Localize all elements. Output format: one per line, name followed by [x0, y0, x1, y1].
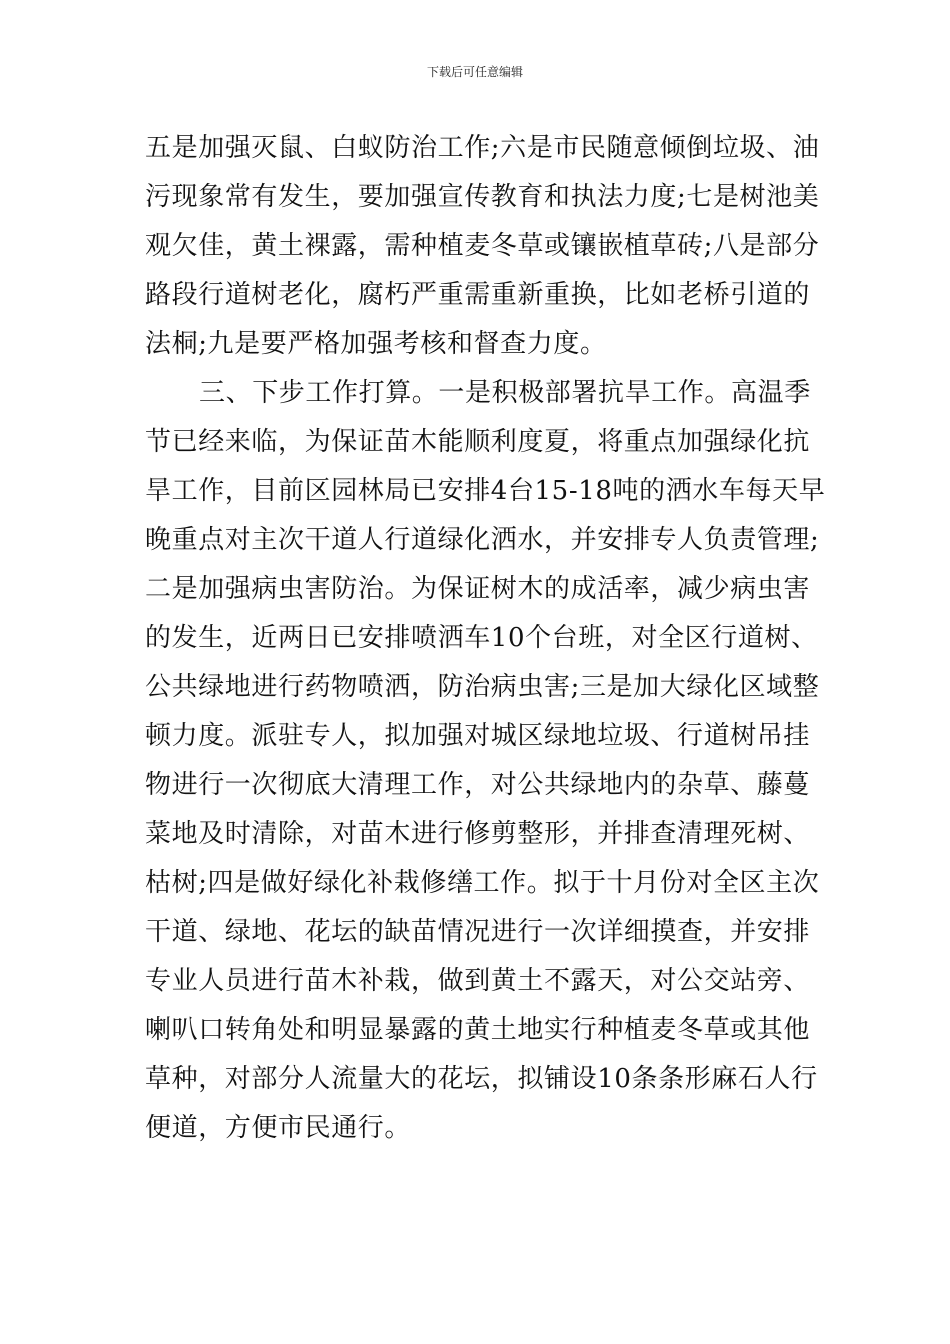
text-line: 旱工作，目前区园林局已安排4台15-18吨的洒水车每天早 — [145, 476, 826, 506]
text-line: 路段行道树老化，腐朽严重需重新重换，比如老桥引道的 — [145, 280, 811, 310]
text-line: 节已经来临，为保证苗木能顺利度夏，将重点加强绿化抗 — [145, 427, 811, 457]
paragraph-2 — [145, 369, 826, 1153]
text-line: 晚重点对主次干道人行道绿化洒水，并安排专人负责管理; — [145, 525, 820, 555]
text-line: 法桐;九是要严格加强考核和督查力度。 — [145, 329, 607, 359]
text-line: 枯树;四是做好绿化补栽修缮工作。拟于十月份对全区主次 — [145, 868, 820, 898]
text-line: 顿力度。派驻专人，拟加强对城区绿地垃圾、行道树吊挂 — [145, 721, 811, 751]
text-line: 污现象常有发生，要加强宣传教育和执法力度;七是树池美 — [145, 182, 820, 212]
text-line: 观欠佳，黄土裸露，需种植麦冬草或镶嵌植草砖;八是部分 — [145, 231, 820, 261]
text-line: 二是加强病虫害防治。为保证树木的成活率，减少病虫害 — [145, 574, 811, 604]
text-line: 便道，方便市民通行。 — [145, 1113, 412, 1143]
text-line: 菜地及时清除，对苗木进行修剪整形，并排查清理死树、 — [145, 819, 811, 849]
text-line: 喇叭口转角处和明显暴露的黄土地实行种植麦冬草或其他 — [145, 1015, 811, 1045]
paragraph-1 — [145, 124, 820, 369]
text-line: 五是加强灭鼠、白蚁防治工作;六是市民随意倾倒垃圾、油 — [145, 133, 820, 163]
text-line: 专业人员进行苗木补栽，做到黄土不露天，对公交站旁、 — [145, 966, 811, 996]
document-body — [145, 124, 826, 1153]
text-line: 草种，对部分人流量大的花坛，拟铺设10条条形麻石人行 — [145, 1064, 818, 1094]
text-line: 公共绿地进行药物喷洒，防治病虫害;三是加大绿化区域整 — [145, 672, 820, 702]
page-header: 下载后可任意编辑 — [426, 65, 523, 79]
text-line: 物进行一次彻底大清理工作，对公共绿地内的杂草、藤蔓 — [145, 770, 811, 800]
text-line: 干道、绿地、花坛的缺苗情况进行一次详细摸查，并安排 — [145, 917, 811, 947]
text-line: 的发生，近两日已安排喷洒车10个台班，对全区行道树、 — [145, 623, 818, 653]
text-line-first: 三、下步工作打算。一是积极部署抗旱工作。高温季 — [199, 378, 811, 408]
